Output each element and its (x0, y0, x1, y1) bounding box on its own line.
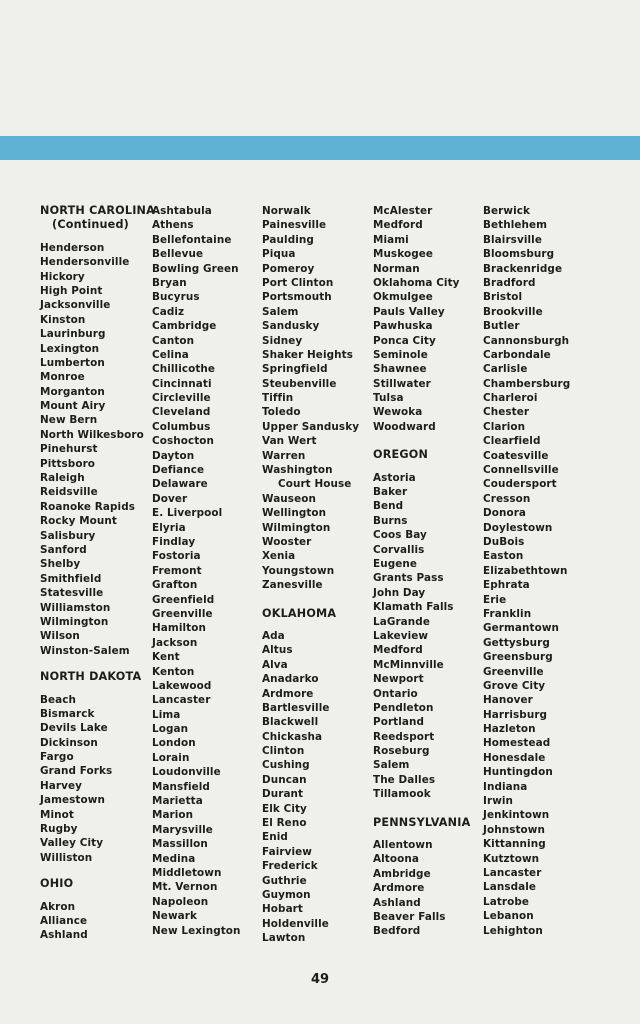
city-name: Carlisle (483, 363, 528, 376)
city-name: Coos Bay (373, 529, 427, 542)
city-name: Wooster (262, 535, 312, 548)
city-name: Wilson (40, 630, 80, 643)
city-name: Alliance (40, 914, 88, 927)
page-number: 49 (310, 972, 330, 987)
city-name: Baker (373, 486, 408, 499)
city-name: Carbondale (483, 348, 551, 361)
city-list-pennsylvania (373, 838, 470, 939)
city-name: Duncan (262, 773, 307, 786)
city-name: Grand Forks (40, 765, 113, 778)
city-name: Allentown (373, 839, 433, 852)
city-name: Lima (152, 708, 181, 721)
city-name: Cleveland (152, 406, 211, 419)
city-name: Massillon (152, 838, 208, 851)
city-name: Indiana (483, 780, 528, 793)
city-name: Kittanning (483, 838, 546, 851)
city-name: Bloomsburg (483, 248, 555, 261)
city-name: Pendleton (373, 701, 434, 714)
city-name: Elizabethtown (483, 564, 568, 577)
city-name: Kent (152, 651, 180, 664)
city-name: Lancaster (483, 866, 542, 879)
city-name: Lawton (262, 932, 306, 945)
city-name: Williston (40, 851, 93, 864)
city-name: Morganton (40, 385, 105, 398)
city-name: Enid (262, 831, 288, 844)
column-5 (483, 204, 570, 938)
city-name: Lansdale (483, 881, 537, 894)
city-name: Johnstown (483, 823, 545, 836)
city-name: Dover (152, 492, 188, 505)
city-name: Ambridge (373, 867, 431, 880)
continued-note: (Continued) (52, 218, 129, 232)
city-name: Newark (152, 910, 197, 923)
city-name: Marion (152, 809, 194, 822)
city-name: McMinnville (373, 658, 444, 671)
city-name: Bedford (373, 925, 421, 938)
city-name: Homestead (483, 737, 551, 750)
city-name: Piqua (262, 248, 296, 261)
city-name: Lehighton (483, 924, 543, 937)
column-1 (40, 204, 155, 943)
city-name: Tulsa (373, 392, 404, 405)
city-name: Hendersonville (40, 256, 130, 269)
city-name: Klamath Falls (373, 601, 454, 614)
city-name: Medford (373, 219, 423, 232)
city-name: Charleroi (483, 392, 538, 405)
city-name: Hickory (40, 270, 85, 283)
city-name: Wilmington (262, 521, 331, 534)
city-name: Tillamook (373, 788, 431, 801)
city-name: Wilmington (40, 615, 109, 628)
city-name: Altoona (373, 853, 419, 866)
city-name: Raleigh (40, 472, 85, 485)
city-name: Jamestown (40, 794, 105, 807)
city-list-ohio-continued (152, 204, 241, 938)
city-name: Henderson (40, 241, 105, 254)
city-name: New Lexington (152, 924, 241, 937)
city-name: Statesville (40, 587, 104, 600)
city-name: Stillwater (373, 377, 431, 390)
city-name: Bismarck (40, 707, 95, 720)
city-name: Honesdale (483, 751, 546, 764)
city-name: Rugby (40, 823, 78, 836)
city-name: Hamilton (152, 622, 206, 635)
city-name: Bradford (483, 276, 536, 289)
city-name: Defiance (152, 464, 205, 477)
city-name: Bend (373, 500, 404, 513)
city-name: Lumberton (40, 356, 105, 369)
city-name: Painesville (262, 219, 327, 232)
city-name: Pauls Valley (373, 305, 445, 318)
city-name: Logan (152, 723, 189, 736)
city-name: Fremont (152, 564, 202, 577)
column-3 (262, 204, 359, 946)
city-list-pennsylvania-continued (483, 204, 570, 938)
state-heading-oregon: OREGON (373, 448, 429, 462)
city-name: Lakewood (152, 679, 212, 692)
city-name: Ashtabula (152, 205, 212, 217)
city-name: Smithfield (40, 572, 102, 585)
city-name: Latrobe (483, 895, 530, 908)
city-name: Wewoka (373, 406, 423, 419)
city-name: Sidney (262, 334, 303, 347)
city-name: Salisbury (40, 529, 96, 542)
city-name: Shaker Heights (262, 348, 354, 361)
state-heading-north-carolina: NORTH CAROLINA (40, 204, 155, 217)
city-name: Rocky Mount (40, 515, 117, 528)
city-name: Bowling Green (152, 262, 239, 275)
city-name: Portsmouth (262, 291, 332, 304)
city-name: E. Liverpool (152, 507, 223, 520)
city-name: Medford (373, 644, 423, 657)
city-name: Lexington (40, 342, 100, 355)
city-name: Springfield (262, 363, 328, 376)
city-name: Valley City (40, 837, 104, 850)
city-name: Lorain (152, 751, 190, 764)
city-name: Corvallis (373, 543, 425, 556)
city-name: Tiffin (262, 392, 294, 405)
city-name: LaGrande (373, 615, 430, 628)
city-list-oregon (373, 471, 470, 802)
city-name: Cushing (262, 759, 310, 772)
city-name: Ephrata (483, 579, 530, 592)
city-name: Bethlehem (483, 219, 548, 232)
city-name: John Day (373, 586, 426, 599)
city-name: Marietta (152, 795, 203, 808)
city-name: Blackwell (262, 716, 319, 729)
city-name: Washington (262, 464, 333, 477)
city-name: Chillicothe (152, 363, 216, 376)
city-name: Jackson (152, 636, 198, 649)
city-name: Napoleon (152, 895, 209, 908)
city-name: Greenville (483, 665, 544, 678)
city-name: Greenville (152, 607, 213, 620)
state-heading-ohio: OHIO (40, 877, 74, 891)
city-name: Cincinnati (152, 377, 212, 390)
city-name: Cannonsburgh (483, 334, 570, 347)
city-name: Ardmore (262, 687, 314, 700)
city-name: Guthrie (262, 874, 307, 887)
city-name: Ada (262, 629, 285, 642)
city-name: Ashland (40, 929, 88, 942)
city-name: Burns (373, 514, 408, 527)
city-name: Norman (373, 262, 420, 275)
city-name: Brackenridge (483, 262, 563, 275)
city-list-north-dakota (40, 693, 155, 866)
city-name: Kenton (152, 665, 195, 678)
city-name: Akron (40, 900, 76, 913)
state-heading-oklahoma: OKLAHOMA (262, 606, 337, 620)
city-name: Jenkintown (483, 809, 550, 822)
city-name: Elyria (152, 521, 186, 534)
city-name: Fairview (262, 845, 312, 858)
city-name: Bristol (483, 291, 523, 304)
city-name: Reedsport (373, 730, 435, 743)
city-name: Butler (483, 320, 520, 333)
city-name: Devils Lake (40, 722, 108, 735)
city-name: Connellsville (483, 464, 559, 477)
city-name: Steubenville (262, 377, 337, 390)
city-name: Greenfield (152, 593, 215, 606)
city-name: Delaware (152, 478, 208, 491)
state-heading-pennsylvania: PENNSYLVANIA (373, 815, 471, 829)
column-2 (152, 204, 241, 938)
city-name: Upper Sandusky (262, 420, 360, 433)
city-name: Easton (483, 550, 524, 563)
city-name: Port Clinton (262, 276, 334, 289)
city-name: Beach (40, 693, 77, 706)
city-list-ohio-start (40, 900, 155, 943)
city-name: Seminole (373, 348, 428, 361)
city-name: Zanesville (262, 579, 323, 592)
city-name: Circleville (152, 392, 211, 405)
city-name: Mt. Vernon (152, 881, 218, 894)
city-name: DuBois (483, 535, 525, 548)
city-name: Hanover (483, 694, 533, 707)
city-name: El Reno (262, 817, 307, 830)
city-list-oklahoma-continued (373, 204, 470, 434)
city-name: Minot (40, 808, 74, 821)
city-name: Mansfield (152, 780, 210, 793)
city-name: Bellefontaine (152, 233, 232, 246)
city-name: Beaver Falls (373, 910, 446, 923)
city-name: Grafton (152, 579, 198, 592)
city-name: Kutztown (483, 852, 540, 865)
city-name: Holdenville (262, 917, 329, 930)
city-name: Brookville (483, 305, 543, 318)
city-name: Fargo (40, 751, 74, 764)
city-name: Bryan (152, 276, 187, 289)
city-name: Loudonville (152, 766, 221, 779)
city-name: Athens (152, 219, 194, 232)
city-name: Blairsville (483, 233, 542, 246)
city-name: Greensburg (483, 651, 553, 664)
city-name: Chester (483, 406, 530, 419)
city-name: Coshocton (152, 435, 215, 448)
city-name: Erie (483, 593, 507, 606)
city-name: Hazleton (483, 723, 536, 736)
city-name: Roseburg (373, 745, 430, 758)
city-name: Eugene (373, 557, 418, 570)
city-name: North Wilkesboro (40, 428, 144, 441)
city-name: London (152, 737, 196, 750)
city-name: Salem (262, 305, 299, 318)
city-name: Oklahoma City (373, 276, 460, 289)
city-name: Cadiz (152, 305, 185, 318)
city-name: High Point (40, 284, 103, 297)
city-name: Gettysburg (483, 636, 550, 649)
city-name: Pittsboro (40, 457, 96, 470)
city-name: Frederick (262, 860, 318, 873)
city-name: Harvey (40, 779, 83, 792)
city-name: Okmulgee (373, 291, 433, 304)
city-name: The Dalles (373, 773, 436, 786)
city-name: Ponca City (373, 334, 436, 347)
city-name: Franklin (483, 607, 532, 620)
city-name: Clarion (483, 420, 526, 433)
city-name: Lancaster (152, 694, 211, 707)
city-name: Dayton (152, 449, 195, 462)
city-name: Durant (262, 788, 304, 801)
city-name: Coatesville (483, 449, 549, 462)
city-name: Alva (262, 658, 288, 671)
city-name: Reidsville (40, 486, 98, 499)
city-name: Guymon (262, 888, 311, 901)
city-name: Harrisburg (483, 708, 548, 721)
city-name: New Bern (40, 414, 98, 427)
city-name: Roanoke Rapids (40, 500, 136, 513)
city-name: Columbus (152, 420, 211, 433)
city-name: Pawhuska (373, 320, 433, 333)
city-name: Toledo (262, 406, 301, 419)
city-name: Pinehurst (40, 443, 98, 456)
city-name: Court House (278, 478, 352, 491)
city-name: Wellington (262, 507, 327, 520)
city-name: Anadarko (262, 673, 319, 686)
city-name: Hobart (262, 903, 303, 916)
city-name: Dickinson (40, 736, 98, 749)
city-name: Bartlesville (262, 701, 330, 714)
city-name: Clinton (262, 745, 305, 758)
city-name: Bucyrus (152, 291, 200, 304)
city-name: Portland (373, 716, 425, 729)
city-name: Medina (152, 852, 196, 865)
city-name: Sanford (40, 543, 87, 556)
city-name: Lebanon (483, 910, 534, 923)
city-name: Shawnee (373, 363, 427, 376)
city-name: Ashland (373, 896, 421, 909)
city-name: Huntingdon (483, 766, 553, 779)
city-name: Fostoria (152, 550, 201, 563)
city-name: Marysville (152, 823, 213, 836)
city-name: Altus (262, 644, 293, 657)
city-list-north-carolina (40, 241, 155, 658)
city-name: Muskogee (373, 248, 434, 261)
state-heading-north-dakota: NORTH DAKOTA (40, 670, 142, 684)
city-name: Doylestown (483, 521, 553, 534)
city-name: Ardmore (373, 882, 425, 895)
city-name: Newport (373, 673, 424, 686)
city-list-ohio-part-a (262, 204, 359, 477)
city-name: Cresson (483, 492, 531, 505)
city-name: Youngstown (262, 564, 335, 577)
header-stripe (0, 136, 640, 160)
city-name: Miami (373, 233, 409, 246)
city-name: Elk City (262, 802, 307, 815)
column-4 (373, 204, 470, 939)
city-name: Germantown (483, 622, 560, 635)
city-name: Pomeroy (262, 262, 315, 275)
city-name: Jacksonville (40, 299, 111, 312)
city-name: Norwalk (262, 205, 311, 217)
city-name: Berwick (483, 205, 531, 217)
city-name: Grants Pass (373, 572, 444, 585)
city-name: Williamston (40, 601, 111, 614)
city-name: Winston-Salem (40, 644, 130, 657)
city-name: Irwin (483, 795, 514, 808)
city-name: Shelby (40, 558, 81, 571)
city-name: Wauseon (262, 492, 316, 505)
city-name: Grove City (483, 679, 546, 692)
city-name: Sandusky (262, 320, 320, 333)
city-name: Warren (262, 449, 306, 462)
city-name: Celina (152, 348, 189, 361)
city-name: Ontario (373, 687, 418, 700)
city-name: Xenia (262, 550, 296, 563)
city-name: Middletown (152, 866, 222, 879)
city-name: Monroe (40, 371, 85, 384)
city-name: Mount Airy (40, 400, 106, 413)
city-name: Chickasha (262, 730, 323, 743)
city-name: Laurinburg (40, 328, 106, 341)
city-name: Paulding (262, 233, 314, 246)
city-name: Lakeview (373, 629, 429, 642)
city-name: Astoria (373, 471, 416, 484)
city-list-ohio-part-b (262, 492, 359, 593)
city-name: Canton (152, 334, 195, 347)
city-name: Donora (483, 507, 527, 520)
city-name: Clearfield (483, 435, 541, 448)
city-name: Coudersport (483, 478, 557, 491)
city-name: Van Wert (262, 435, 317, 448)
city-name: Bellevue (152, 248, 204, 261)
city-name: Woodward (373, 420, 436, 433)
city-name: Cambridge (152, 320, 217, 333)
city-name: McAlester (373, 205, 433, 217)
city-list-oklahoma (262, 629, 359, 946)
city-name: Findlay (152, 535, 196, 548)
city-name: Chambersburg (483, 377, 571, 390)
city-name: Salem (373, 759, 410, 772)
city-name: Kinston (40, 313, 86, 326)
